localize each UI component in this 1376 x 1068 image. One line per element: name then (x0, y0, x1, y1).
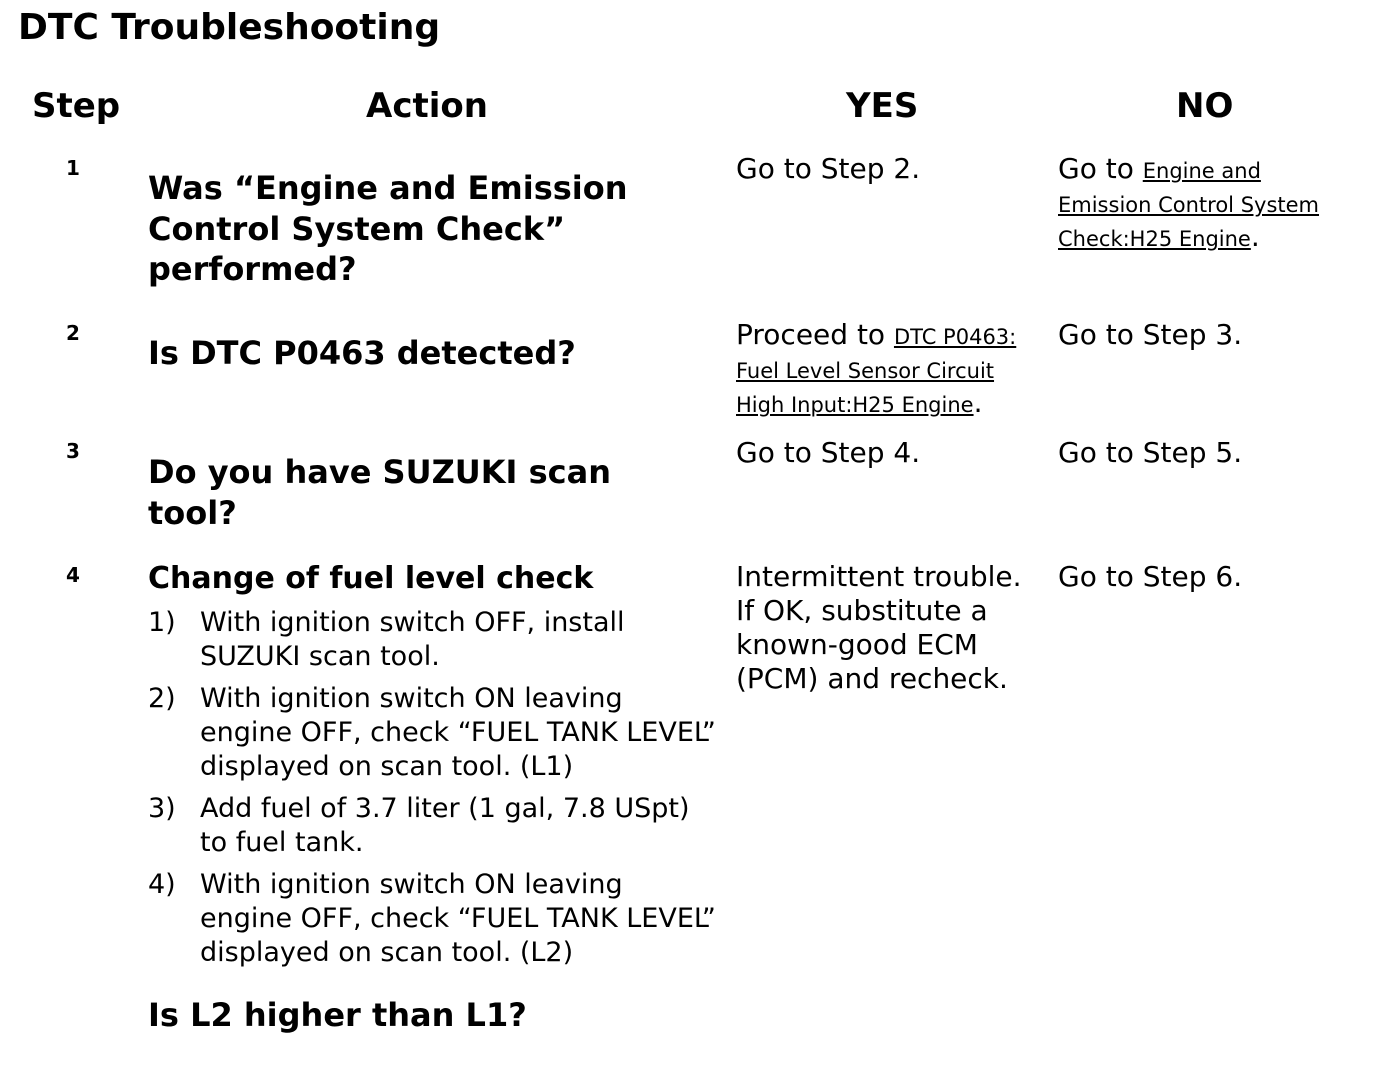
substep-number: 4) (148, 869, 176, 900)
header-step: Step (32, 86, 121, 126)
engine-emission-check-link[interactable]: Engine and Emission Control System Check:H25 Engine (1058, 159, 1320, 251)
step-number: 1 (66, 156, 80, 180)
step-question: Was “Engine and Emission Control System Check” performed? (148, 169, 628, 288)
header-no: NO (1176, 86, 1234, 126)
substep-text: With ignition switch ON leaving engine OFF, check “FUEL TANK LEVEL” displayed on scan tool. (L2) (200, 869, 716, 968)
yes-answer (736, 318, 1036, 420)
list-item (148, 682, 718, 784)
substep-list (148, 606, 718, 978)
step-number: 3 (66, 439, 80, 463)
no-answer-prefix: Go to (1058, 152, 1143, 185)
step-subheading: Change of fuel level check (148, 561, 594, 596)
step-question: Do you have SUZUKI scan tool? (148, 453, 611, 532)
step-question: Is L2 higher than L1? (148, 996, 527, 1034)
no-answer-suffix: . (1250, 220, 1260, 253)
yes-answer-prefix: Proceed to (736, 318, 894, 351)
yes-answer: Intermittent trouble. If OK, substitute a known-good ECM (PCM) and recheck. (736, 560, 1022, 695)
substep-number: 2) (148, 683, 176, 714)
yes-answer: Go to Step 4. (736, 436, 921, 469)
header-action: Action (366, 86, 488, 126)
substep-text: With ignition switch ON leaving engine OFF, check “FUEL TANK LEVEL” displayed on scan tool. (L1) (200, 683, 716, 782)
substep-number: 3) (148, 793, 176, 824)
header-yes: YES (846, 86, 919, 126)
no-answer: Go to Step 5. (1058, 436, 1243, 469)
step-number: 2 (66, 321, 80, 345)
list-item (148, 606, 718, 674)
dtc-p0463-link[interactable]: DTC P0463: Fuel Level Sensor Circuit High Input:H25 Engine (736, 325, 1017, 417)
yes-answer: Go to Step 2. (736, 152, 921, 185)
list-item (148, 868, 718, 970)
yes-answer-suffix: . (973, 386, 983, 419)
no-answer: Go to Step 3. (1058, 318, 1243, 351)
list-item (148, 792, 718, 860)
substep-text: Add fuel of 3.7 liter (1 gal, 7.8 USpt) to fuel tank. (200, 793, 690, 858)
no-answer (1058, 152, 1358, 254)
step-question: Is DTC P0463 detected? (148, 334, 576, 372)
page-title: DTC Troubleshooting (18, 7, 441, 48)
step-number: 4 (66, 563, 80, 587)
no-answer: Go to Step 6. (1058, 560, 1243, 593)
substep-number: 1) (148, 607, 176, 638)
substep-text: With ignition switch OFF, install SUZUKI scan tool. (200, 607, 625, 672)
